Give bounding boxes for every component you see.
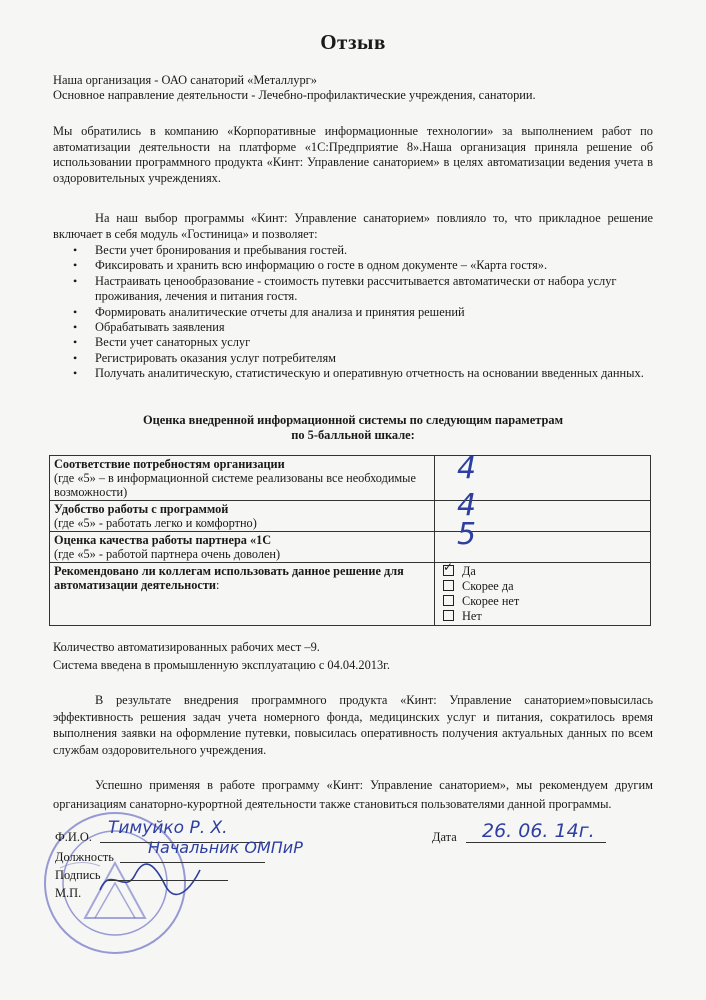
option-yes[interactable] (435, 564, 650, 579)
choice-paragraph: На наш выбор программы «Кинт: Управление санаторием» повлияло то, что прикладное решение включает в себя модуль «Гостиница» и позволяет: (53, 211, 653, 241)
date-label: Дата (432, 830, 457, 844)
checkbox-icon[interactable] (443, 580, 454, 591)
option-label: Скорее да (462, 579, 514, 593)
criterion-note: (где «5» – в информационной системе реализованы все необходимые возможности) (54, 471, 416, 499)
criterion-note: (где «5» - работой партнера очень доволен) (54, 547, 281, 561)
document-title: Отзыв (320, 30, 386, 54)
option-rather-yes[interactable] (435, 579, 650, 594)
criterion-title: Оценка качества работы партнера «1С (54, 533, 272, 547)
evaluation-subheading: по 5-балльной шкале: (291, 428, 415, 442)
table-row (50, 456, 651, 501)
criterion-note: (где «5» - работать легко и комфортно) (54, 516, 257, 530)
organization-line: Наша организация - ОАО санаторий «Металлург» (53, 73, 317, 87)
feature-list (73, 243, 653, 382)
recommendation-paragraph: Успешно применяя в работе программу «Кинт: Управление санаторием», мы рекомендуем другим организациям санаторно-курортной деятельности также становиться пользователями данной программы. (53, 778, 653, 811)
table-cell (50, 501, 435, 532)
criterion-title: Рекомендовано ли коллегам использовать данное решение для автоматизации деятельности (54, 564, 404, 592)
list-item: • Настраивать ценообразование - стоимость путевки рассчитывается автоматически от набора услуг проживания, лечения и питания гостя. (73, 274, 653, 305)
evaluation-table (49, 451, 651, 626)
position-underline (120, 862, 265, 863)
criterion-colon: : (216, 578, 220, 592)
activity-line: Основное направление деятельности - Лечебно-профилактические учреждения, санатории. (53, 88, 536, 102)
option-label: Скорее нет (462, 594, 520, 608)
signature-label: Подпись (55, 868, 101, 882)
checkbox-icon[interactable] (443, 610, 454, 621)
table-row (50, 563, 651, 626)
results-paragraph: В результате внедрения программного продукта «Кинт: Управление санаторием»повысилась эффективность решения задач учета номерного фонда, медицинских услуг и питания, сократилось время выполнения заявки на оформление путевки, повысилась оперативность получения актуальных данных по всем службам оздоровительного учреждения. (53, 693, 653, 757)
evaluation-heading: Оценка внедренной информационной системы по следующим параметрам (142, 413, 564, 427)
handwritten-score: 4 (457, 488, 477, 523)
checkbox-checked-icon[interactable] (443, 565, 454, 576)
table-cell (50, 532, 435, 563)
options-cell (435, 563, 651, 626)
stamp-label: М.П. (55, 886, 82, 900)
option-no[interactable] (435, 609, 650, 624)
commissioned-line: Система введена в промышленную эксплуатацию с 04.04.2013г. (53, 658, 390, 672)
option-label: Нет (462, 609, 482, 623)
criterion-title: Соответствие потребностям организации (54, 457, 285, 471)
intro-paragraph: Мы обратились в компанию «Корпоративные информационные технологии» за выполнением работ по автоматизации деятельности на платформе «1С:Предприятие 8».Наша организация приняла решение об использовании программного продукта «Кинт: Управление санаторием» в целях автоматизации ведения учета в оздоровительных учреждениях. (53, 124, 653, 185)
workplaces-line: Количество автоматизированных рабочих мест –9. (53, 640, 320, 654)
position-label: Должность (55, 850, 114, 864)
option-rather-no[interactable] (435, 594, 650, 609)
list-item: • Получать аналитическую, статистическую и оперативную отчетность на основании введенных данных. (73, 366, 653, 381)
criterion-title: Удобство работы с программой (54, 502, 229, 516)
score-cell (435, 517, 651, 563)
list-item: • Фиксировать и хранить всю информацию о госте в одном документе – «Карта гостя». (73, 258, 653, 273)
fio-label: Ф.И.О. (55, 830, 92, 844)
date-underline (466, 842, 606, 843)
signature-underline (108, 880, 228, 881)
handwritten-score: 4 (457, 451, 477, 486)
list-item: • Формировать аналитические отчеты для анализа и принятия решений (73, 305, 653, 320)
option-label: Да (462, 564, 476, 578)
table-cell (50, 456, 435, 501)
list-item: • Вести учет бронирования и пребывания гостей. (73, 243, 653, 258)
list-item: • Обрабатывать заявления (73, 320, 653, 335)
checkbox-icon[interactable] (443, 595, 454, 606)
handwritten-score: 5 (457, 517, 477, 552)
handwritten-name: Тимуйко Р. Х. (108, 818, 228, 838)
list-item: • Вести учет санаторных услуг (73, 335, 653, 350)
table-cell (50, 563, 435, 626)
handwritten-position: Начальник ОМПиР (148, 838, 303, 857)
list-item: • Регистрировать оказания услуг потребителям (73, 351, 653, 366)
table-row (50, 501, 651, 532)
table-row (50, 532, 651, 563)
handwritten-date: 26. 06. 14г. (482, 820, 595, 842)
